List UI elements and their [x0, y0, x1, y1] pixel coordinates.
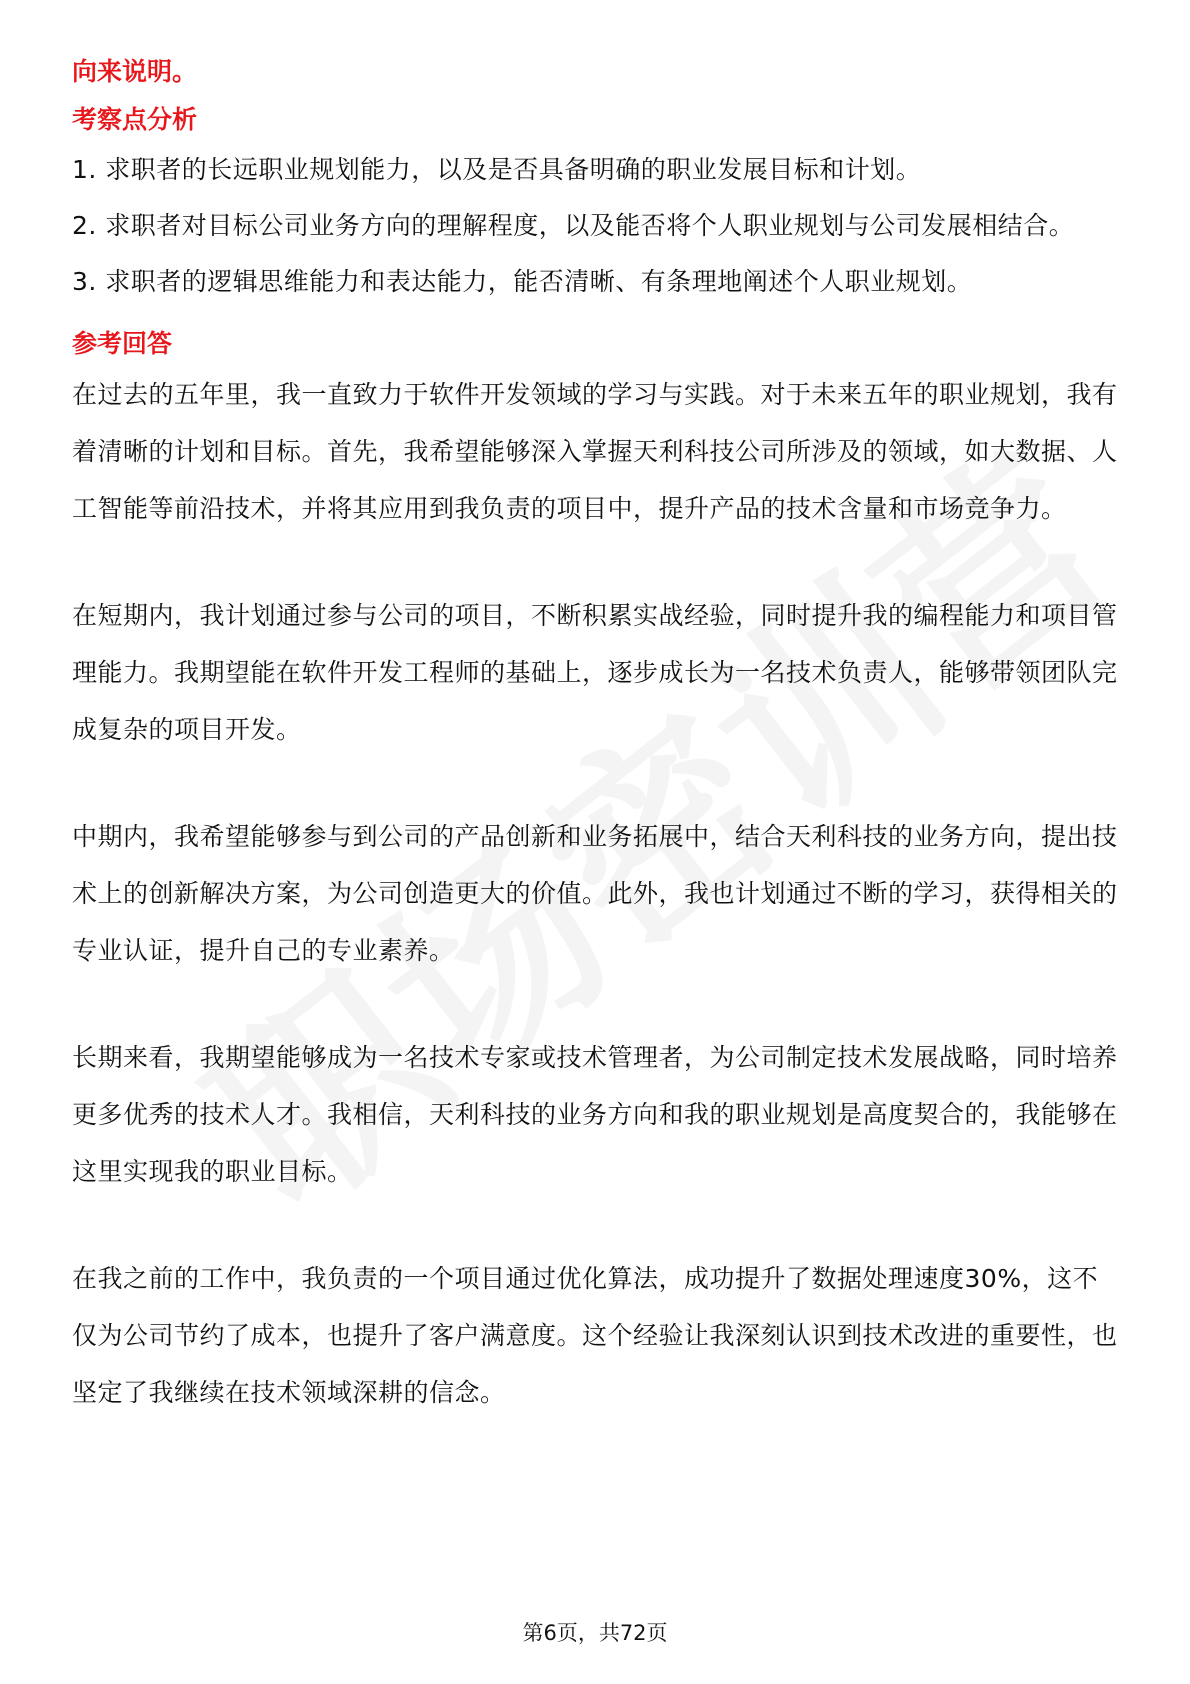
answer-paragraph-2: 在短期内，我计划通过参与公司的项目，不断积累实战经验，同时提升我的编程能力和项目管理能力。我期望能在软件开发工程师的基础上，逐步成长为一名技术负责人，能够带领团队完成复杂的项目开发。: [72, 601, 1118, 744]
analysis-heading: 考察点分析: [72, 105, 198, 134]
answer-paragraph-4: 长期来看，我期望能够成为一名技术专家或技术管理者，为公司制定技术发展战略，同时培养更多优秀的技术人才。我相信，天利科技的业务方向和我的职业规划是高度契合的，我能够在这里实现我的职业目标。: [72, 1043, 1118, 1186]
answer-paragraph-5: 在我之前的工作中，我负责的一个项目通过优化算法，成功提升了数据处理速度30%，这不仅为公司节约了成本，也提升了客户满意度。这个经验让我深刻认识到技术改进的重要性，也坚定了我继续在技术领域深耕的信念。: [72, 1264, 1118, 1407]
analysis-item-1: 1. 求职者的长远职业规划能力，以及是否具备明确的职业发展目标和计划。: [72, 155, 922, 184]
analysis-item-2: 2. 求职者对目标公司业务方向的理解程度，以及能否将个人职业规划与公司发展相结合。: [72, 211, 1075, 240]
intro-text: 向来说明。: [72, 57, 198, 86]
page-number: 第6页，共72页: [522, 1621, 668, 1645]
answer-paragraph-1: 在过去的五年里，我一直致力于软件开发领域的学习与实践。对于未来五年的职业规划，我有着清晰的计划和目标。首先，我希望能够深入掌握天利科技公司所涉及的领域，如大数据、人工智能等前沿技术，并将其应用到我负责的项目中，提升产品的技术含量和市场竞争力。: [72, 380, 1118, 523]
answer-heading: 参考回答: [72, 329, 173, 358]
page-content: [72, 50, 1122, 1471]
answer-paragraph-3: 中期内，我希望能够参与到公司的产品创新和业务拓展中，结合天利科技的业务方向，提出技术上的创新解决方案，为公司创造更大的价值。此外，我也计划通过不断的学习，获得相关的专业认证，提升自己的专业素养。: [72, 822, 1118, 965]
analysis-item-3: 3. 求职者的逻辑思维能力和表达能力，能否清晰、有条理地阐述个人职业规划。: [72, 267, 973, 296]
